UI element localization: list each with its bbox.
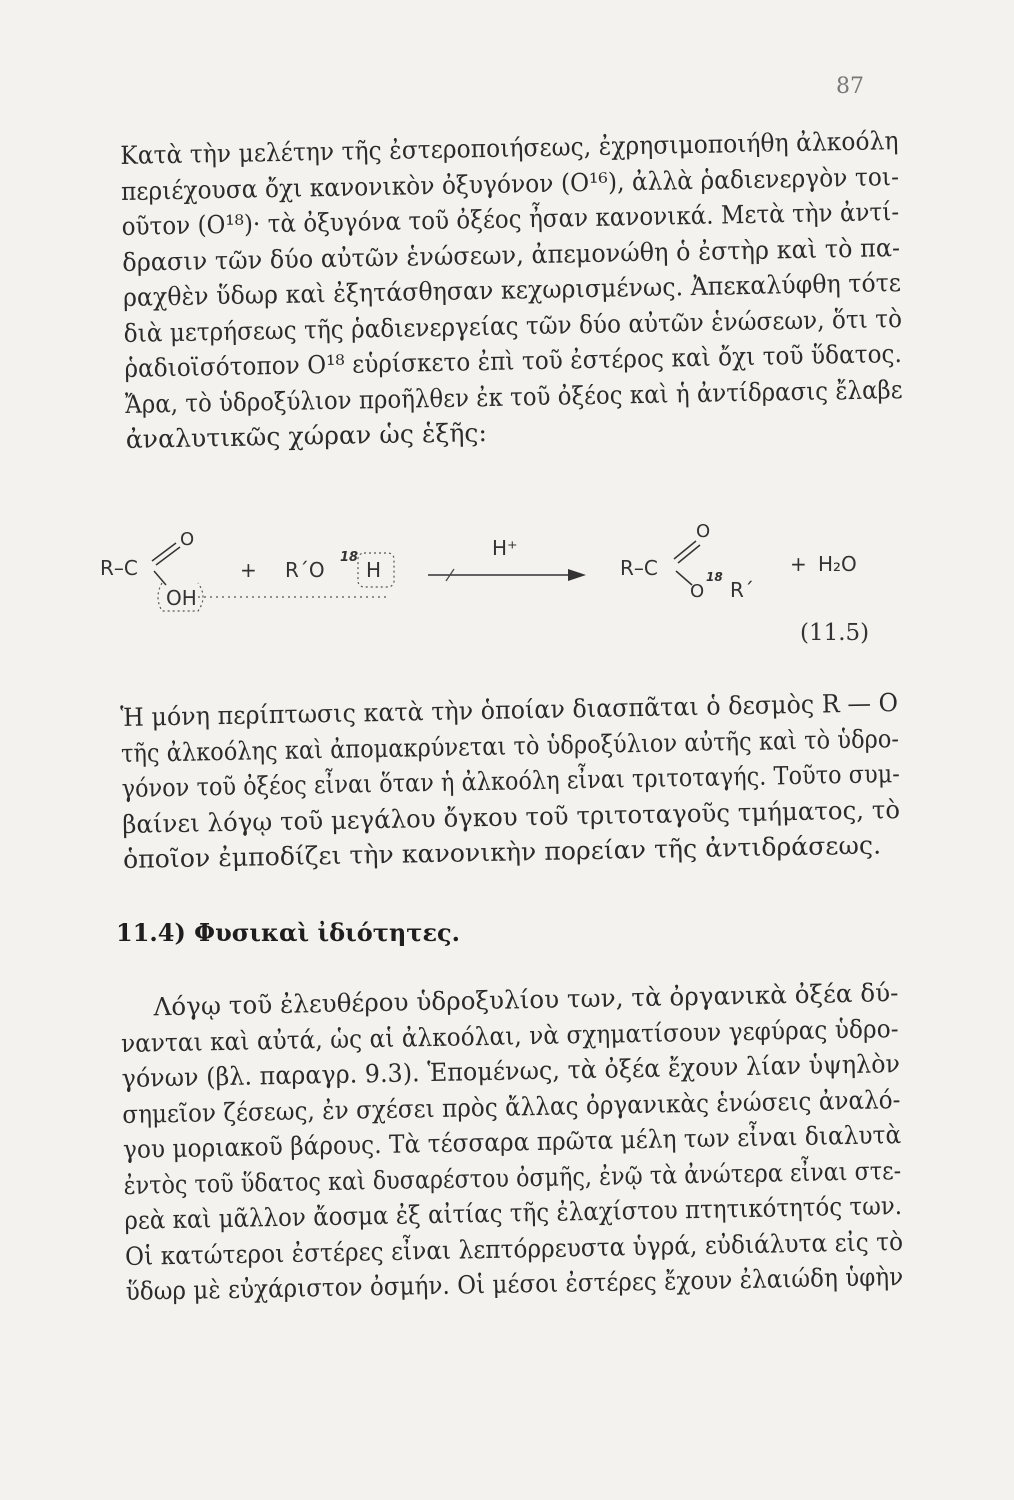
text-line: βαίνει λόγῳ τοῦ μεγάλου ὄγκου τοῦ τριτοταγοῦς τμήματος, τὸ	[122, 794, 901, 839]
text-line: ῥαδιοϊσότοπον O¹⁸ εὑρίσκετο ἐπὶ τοῦ ἐστέρος καὶ ὄχι τοῦ ὕδατος.	[124, 339, 903, 383]
ester-double-bond	[678, 545, 700, 563]
text-line: Ἡ μόνη περίπτωσις κατὰ τὴν ὁποίαν διασπᾶται ὁ δεσμὸς R — O	[120, 688, 899, 732]
text-line: γόνον τοῦ ὀξέος εἶναι ὅταν ἡ ἀλκοόλη εἶναι τριτοταγής. Τοῦτο συμ-	[121, 759, 901, 803]
text-line: περιέχουσα ὄχι κανονικὸν ὀξυγόνον (O¹⁶), ἀλλὰ ῥαδιενεργὸν τοι-	[120, 161, 900, 206]
section-heading: 11.4) Φυσικαὶ ἰδιότητες.	[116, 918, 461, 947]
ester-carbonyl-o: O	[696, 521, 711, 542]
text-line: Κατὰ τὴν μελέτην τῆς ἐστεροποιήσεως, ἐχρησιμοποιήθη ἀλκοόλη	[120, 126, 899, 170]
water: H₂O	[818, 552, 857, 576]
acid-catalyst: H⁺	[492, 536, 518, 560]
text-line: Λόγῳ τοῦ ἐλευθέρου ὑδροξυλίου των, τὰ ὀργανικὰ ὀξέα δύ-	[153, 978, 899, 1022]
ester-r: R´	[730, 578, 754, 602]
text-line: ὕδωρ μὲ εὐχάριστον ὀσμήν. Οἱ μέσοι ἐστέρες ἔχουν ἐλαιώδη ὑφὴν	[125, 1262, 904, 1306]
text-line: νανται καὶ αὐτά, ὡς αἱ ἀλκοόλαι, νὰ σχηματίσουν γεφύρας ὑδρο-	[120, 1013, 899, 1058]
paragraph-tertiary-exception	[120, 685, 901, 877]
text-line: τῆς ἀλκοόλης καὶ ἀπομακρύνεται τὸ ὑδροξύλιον αὐτῆς καὶ τὸ ὑδρο-	[120, 723, 900, 768]
alcohol-isotope: 18	[340, 550, 359, 565]
text-line: σημεῖον ζέσεως, ἐν σχέσει πρὸς ἄλλας ὀργανικὰς ἑνώσεις ἀναλό-	[122, 1084, 901, 1129]
esterification-reaction-scheme	[90, 505, 950, 675]
text-line: οῦτον (O¹⁸)· τὰ ὀξυγόνα τοῦ ὀξέος ἦσαν κανονικά. Μετὰ τὴν ἀντί-	[121, 197, 900, 241]
ester-double-bond	[674, 541, 696, 559]
acid-single-bond	[154, 571, 166, 585]
alcohol-ro: R´O	[285, 558, 325, 582]
text-line: ὁποῖον ἐμποδίζει τὴν κανονικὴν πορείαν τῆς ἀντιδράσεως.	[122, 830, 882, 874]
paragraph-esterification-mechanism	[120, 123, 904, 457]
plus-sign: +	[240, 558, 257, 582]
text-line: ἀναλυτικῶς χώραν ὡς ἑξῆς:	[125, 418, 488, 454]
acid-rc: R–C	[100, 556, 138, 580]
text-line: ἐντὸς τοῦ ὕδατος καὶ δυσαρέστου ὀσμῆς, ἐνῷ τὰ ἀνώτερα εἶναι στε-	[123, 1155, 902, 1200]
alcohol-h: H	[366, 558, 382, 582]
acid-carbonyl-o: O	[180, 529, 195, 550]
text-line: δρασιν τῶν δύο αὐτῶν ἑνώσεων, ἀπεμονώθη ὁ ἐστὴρ καὶ τὸ πα-	[122, 232, 901, 277]
text-line: γου μοριακοῦ βάρους. Τὰ τέσσαρα πρῶτα μέλη των εἶναι διαλυτὰ	[122, 1120, 902, 1164]
acid-oh: OH	[166, 586, 197, 610]
text-line: διὰ μετρήσεως τῆς ῥαδιενεργείας τῶν δύο αὐτῶν ἑνώσεων, ὅτι τὸ	[123, 303, 903, 348]
text-line: Οἱ κατώτεροι ἐστέρες εἶναι λεπτόρρευστα ὑγρά, εὐδιάλυτα εἰς τὸ	[124, 1226, 904, 1271]
text-line: ραχθὲν ὕδωρ καὶ ἐξητάσθησαν κεχωρισμένως. Ἀπεκαλύφθη τότε	[122, 268, 902, 312]
text-line: Ἄρα, τὸ ὑδροξύλιον προῆλθεν ἐκ τοῦ ὀξέος καὶ ἡ ἀντίδρασις ἔλαβε	[124, 374, 903, 419]
equation-number: (11.5)	[800, 620, 870, 646]
reaction-arrow-head	[568, 569, 586, 581]
text-line: ρεὰ καὶ μᾶλλον ἄοσμα ἐξ αἰτίας τῆς ἐλαχίστου πτητικότητός των.	[124, 1191, 903, 1235]
page-number: 87	[836, 74, 864, 99]
plus-sign: +	[790, 552, 807, 576]
text-line: γόνων (βλ. παραγρ. 9.3). Ἑπομένως, τὰ ὀξέα ἔχουν λίαν ὑψηλὸν	[121, 1049, 901, 1093]
paragraph-physical-properties	[120, 975, 904, 1309]
ester-o18: O	[690, 581, 705, 602]
ester-isotope: 18	[706, 570, 723, 584]
ester-rc: R–C	[620, 556, 658, 580]
